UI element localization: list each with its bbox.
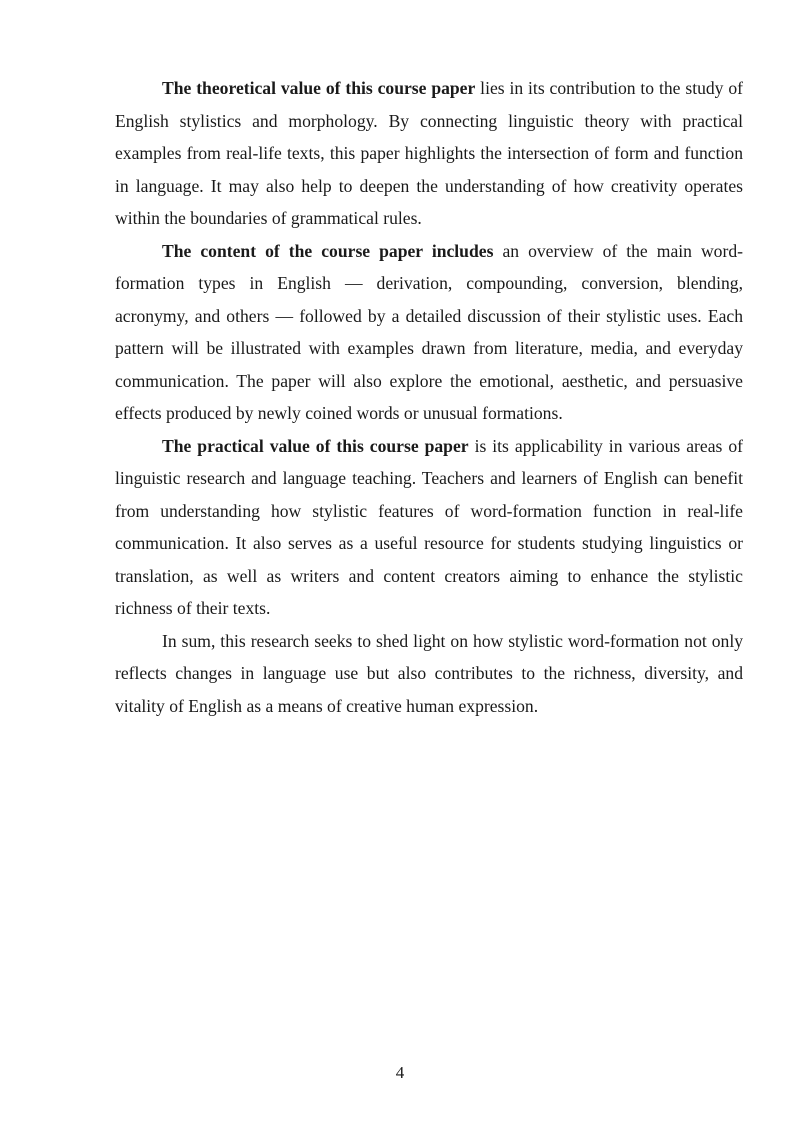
paragraph-theoretical-value — [115, 72, 743, 235]
paragraph-text: lies in its contribution to the study of English stylistics and morphology. By connecting linguistic theory with practical examples from real-life texts, this paper highlights the intersection of form and function in language. It may also help to deepen the understanding of how creativity operates within the boundaries of grammatical rules. — [115, 78, 743, 228]
page-number: 4 — [395, 1063, 405, 1082]
paragraph-lead: The content of the course paper includes — [162, 240, 494, 261]
body-text — [115, 72, 743, 722]
paragraph-text: an overview of the main word-formation types in English — derivation, compounding, conversion, blending, acronymy, and others — followed by a detailed discussion of their stylistic uses. Each pattern will be illustrated with examples drawn from literature, media, and everyday communication. The paper will also explore the emotional, aesthetic, and persuasive effects produced by newly coined words or unusual formations. — [115, 240, 743, 423]
paragraph-lead: The theoretical value of this course paper — [162, 78, 476, 98]
paragraph-text: In sum, this research seeks to shed light on how stylistic word-formation not only reflects changes in language use but also contributes to the richness, diversity, and vitality of English as a means of creative human expression. — [115, 630, 743, 716]
paragraph-content — [115, 235, 743, 430]
paragraph-text: is its applicability in various areas of linguistic research and language teaching. Teachers and learners of English can benefit from understanding how stylistic features of word-formation function in real-life communication. It also serves as a useful resource for students studying linguistics or translation, as well as writers and content creators aiming to enhance the stylistic richness of their texts. — [115, 435, 744, 618]
paragraph-summary — [115, 625, 743, 723]
paragraph-lead: The practical value of this course paper — [162, 435, 469, 456]
paragraph-practical-value — [115, 430, 743, 625]
